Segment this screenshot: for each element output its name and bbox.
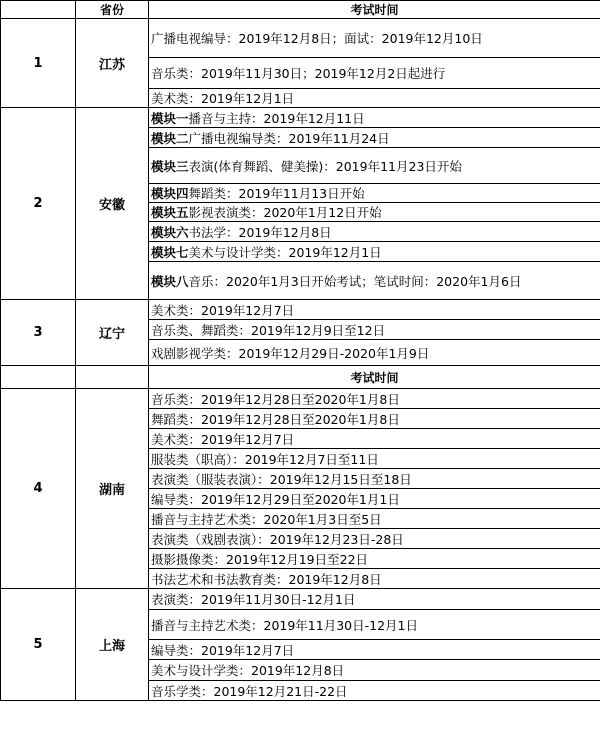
exam-time-cell <box>149 340 600 366</box>
exam-time-cell <box>149 549 600 569</box>
exam-time-cell <box>149 469 600 489</box>
province-name: 辽宁 <box>76 300 149 366</box>
table-row <box>1 389 600 409</box>
module-label: 模块二 <box>151 130 189 146</box>
module-label: 模块七 <box>151 244 189 260</box>
exam-time-text: 广播电视编导：2019年12月8日；面试：2019年12月10日 <box>151 31 483 46</box>
exam-time-cell <box>149 203 600 222</box>
module-label: 模块五 <box>151 205 189 220</box>
exam-time-text: 编导类：2019年12月29日至2020年1月1日 <box>151 491 400 507</box>
exam-time-cell <box>149 89 600 108</box>
exam-time-text: 戏剧影视学类：2019年12月29日-2020年1月9日 <box>151 345 430 361</box>
exam-time-cell <box>149 389 600 409</box>
exam-time-cell <box>149 262 600 300</box>
exam-time-cell <box>149 569 600 589</box>
exam-time-cell <box>149 320 600 340</box>
exam-time-text: 表演类：2019年11月30日-12月1日 <box>151 592 356 607</box>
table-row <box>1 19 600 58</box>
header-province-cell <box>76 366 149 389</box>
row-number: 5 <box>1 589 76 701</box>
exam-time-text: 书法艺术和书法教育类：2019年12月8日 <box>151 571 382 587</box>
module-label: 模块六 <box>151 224 189 240</box>
exam-time-cell <box>149 409 600 429</box>
header-row <box>1 1 600 19</box>
exam-time-cell <box>149 589 600 610</box>
header-no-cell <box>1 366 76 389</box>
exam-time-text: 摄影摄像类：2019年12月19日至22日 <box>151 551 369 567</box>
province-name: 安徽 <box>76 108 149 300</box>
exam-time-cell <box>149 681 600 701</box>
exam-time-text: 音乐类、舞蹈类：2019年12月9日至12日 <box>151 322 386 338</box>
exam-time-text: 美术与设计学类：2019年12月8日 <box>151 663 345 678</box>
exam-time-cell <box>149 19 600 58</box>
exam-time-text: 美术与设计学类：2019年12月1日 <box>188 244 382 260</box>
table-body <box>1 1 600 701</box>
table-row <box>1 589 600 610</box>
exam-time-text: 编导类：2019年12月7日 <box>151 642 295 658</box>
exam-time-cell <box>149 128 600 148</box>
exam-time-text: 影视表演类：2020年1月12日开始 <box>188 205 382 220</box>
header-no-cell <box>1 1 76 19</box>
exam-time-cell <box>149 449 600 469</box>
exam-time-cell <box>149 509 600 529</box>
header-time-cell: 考试时间 <box>149 366 600 389</box>
exam-time-text: 播音与主持艺术类：2020年1月3日至5日 <box>151 511 382 527</box>
exam-time-cell <box>149 640 600 660</box>
exam-time-text: 播音与主持艺术类：2019年11月30日-12月1日 <box>151 617 418 633</box>
row-number: 1 <box>1 19 76 108</box>
exam-time-text: 舞蹈类：2019年11月13日开始 <box>188 186 365 201</box>
row-number: 4 <box>1 389 76 589</box>
exam-time-text: 音乐类：2019年12月28日至2020年1月8日 <box>151 391 400 407</box>
exam-time-cell <box>149 58 600 89</box>
exam-time-cell <box>149 184 600 203</box>
exam-time-cell <box>149 300 600 320</box>
province-name: 湖南 <box>76 389 149 589</box>
province-name: 上海 <box>76 589 149 701</box>
exam-time-text: 美术类：2019年12月1日 <box>151 91 295 106</box>
exam-time-cell <box>149 222 600 242</box>
row-number: 2 <box>1 108 76 300</box>
exam-time-text: 音乐类：2019年11月30日；2019年12月2日起进行 <box>151 66 446 81</box>
province-name: 江苏 <box>76 19 149 108</box>
exam-time-text: 表演类（服装表演）：2019年12月15日至18日 <box>151 471 412 487</box>
exam-time-cell <box>149 610 600 640</box>
row-number: 3 <box>1 300 76 366</box>
exam-time-cell <box>149 108 600 128</box>
exam-time-cell <box>149 489 600 509</box>
header-row <box>1 366 600 389</box>
header-province-cell: 省份 <box>76 1 149 19</box>
exam-time-cell <box>149 242 600 262</box>
table-row <box>1 300 600 320</box>
header-time-cell: 考试时间 <box>149 1 600 19</box>
exam-time-text: 书法学：2019年12月8日 <box>188 224 332 240</box>
exam-time-text: 音乐：2020年1月3日开始考试；笔试时间：2020年1月6日 <box>188 273 522 289</box>
module-label: 模块三 <box>151 158 189 174</box>
exam-time-text: 舞蹈类：2019年12月28日至2020年1月8日 <box>151 411 400 427</box>
exam-time-text: 美术类：2019年12月7日 <box>151 431 295 447</box>
exam-time-text: 服装类（职高）：2019年12月7日至11日 <box>151 451 379 467</box>
exam-time-text: 表演类（戏剧表演）：2019年12月23日-28日 <box>151 531 404 547</box>
exam-time-cell <box>149 529 600 549</box>
exam-time-text: 表演(体育舞蹈、健美操)：2019年11月23日开始 <box>188 158 462 174</box>
exam-time-cell <box>149 429 600 449</box>
exam-time-cell <box>149 660 600 681</box>
module-label: 模块八 <box>151 273 189 289</box>
exam-time-text: 美术类：2019年12月7日 <box>151 302 295 318</box>
exam-time-text: 广播电视编导类：2019年11月24日 <box>188 130 390 146</box>
exam-time-cell <box>149 148 600 184</box>
exam-time-text: 音乐学类：2019年12月21日-22日 <box>151 683 348 699</box>
exam-time-text: 播音与主持：2019年12月11日 <box>188 110 365 126</box>
module-label: 模块一 <box>151 110 189 126</box>
table-row <box>1 108 600 128</box>
module-label: 模块四 <box>151 186 189 201</box>
